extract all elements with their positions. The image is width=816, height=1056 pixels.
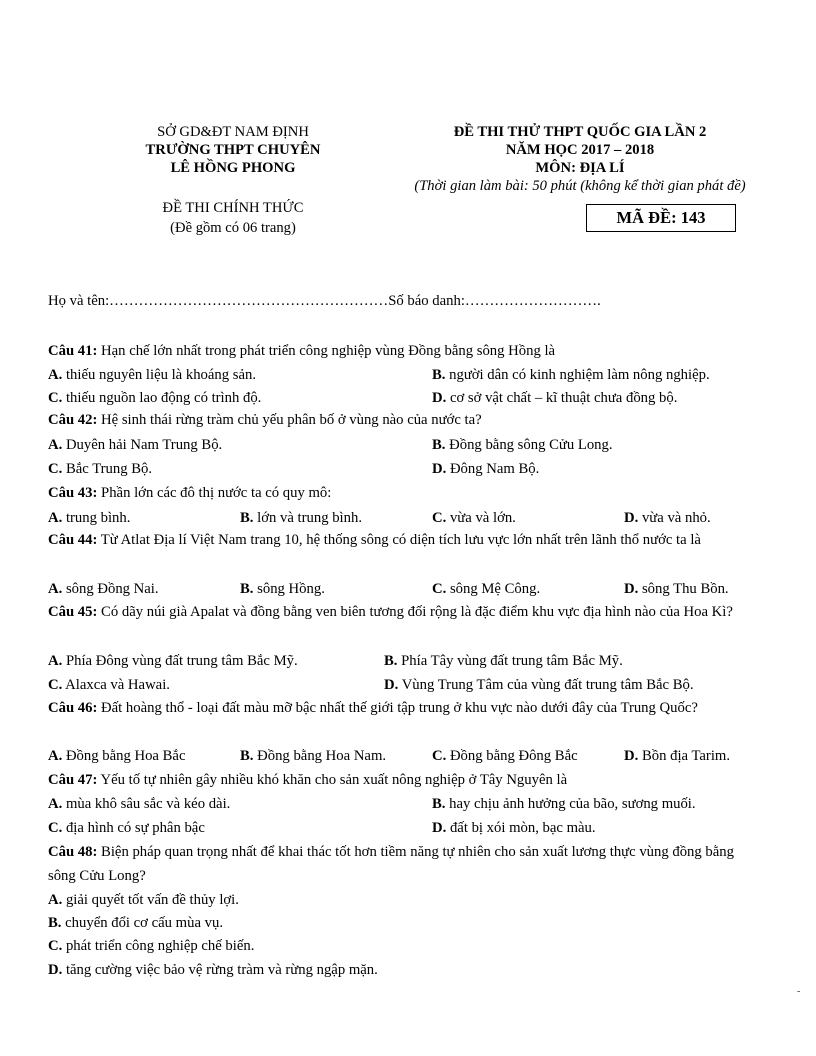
q48-option-b: B. chuyển đổi cơ cấu mùa vụ. (48, 915, 223, 931)
question-label: Câu 43: (48, 485, 98, 501)
q42-option-d: D. Đông Nam Bộ. (432, 461, 540, 477)
q44-option-d: D. sông Thu Bồn. (624, 581, 729, 597)
q46-option-a: A. Đồng bằng Hoa Bắc (48, 748, 186, 764)
official-exam-label: ĐỀ THI CHÍNH THỨC (162, 200, 304, 216)
q42-option-b: B. Đồng bằng sông Cửu Long. (432, 437, 613, 453)
school-name-line1: TRƯỜNG THPT CHUYÊN (145, 142, 321, 158)
question-43 (48, 481, 748, 505)
exam-code-box: MÃ ĐỀ: 143 (586, 204, 736, 232)
time-limit: (Thời gian làm bài: 50 phút (không kể thời gian phát đề) (414, 178, 746, 194)
q44-option-a: A. sông Đồng Nai. (48, 581, 159, 597)
q41-option-b: B. người dân có kinh nghiệm làm nông nghiệp. (432, 367, 710, 383)
question-label: Câu 48: (48, 844, 98, 860)
question-label: Câu 44: (48, 532, 98, 548)
question-text: Từ Atlat Địa lí Việt Nam trang 10, hệ thống sông có diện tích lưu vực lớn nhất trên lãnh thổ nước ta là (97, 532, 701, 548)
q44-option-c: C. sông Mệ Công. (432, 581, 541, 597)
question-text: Yếu tố tự nhiên gây nhiều khó khăn cho sản xuất nông nghiệp ở Tây Nguyên là (97, 772, 568, 788)
q45-option-c: C. Alaxca và Hawai. (48, 677, 170, 693)
exam-status (88, 198, 378, 238)
q41-option-a: A. thiếu nguyên liệu là khoáng sản. (48, 367, 257, 383)
page-count: (Đề gồm có 06 trang) (170, 220, 296, 236)
q48-option-d: D. tăng cường việc bảo vệ rừng tràm và rừng ngập mặn. (48, 962, 378, 978)
q47-option-c: C. địa hình có sự phân bậc (48, 820, 205, 836)
question-label: Câu 41: (48, 343, 98, 359)
question-label: Câu 47: (48, 772, 98, 788)
q46-option-b: B. Đồng bằng Hoa Nam. (240, 748, 387, 764)
q41-option-c: C. thiếu nguồn lao động có trình độ. (48, 390, 262, 406)
question-text: Hệ sinh thái rừng tràm chủ yếu phân bố ở vùng nào của nước ta? (97, 412, 482, 428)
question-44 (48, 528, 748, 552)
q47-option-d: D. đất bị xói mòn, bạc màu. (432, 820, 596, 836)
q41-option-d: D. cơ sở vật chất – kĩ thuật chưa đồng bộ. (432, 390, 678, 406)
question-text: Đất hoàng thổ - loại đất màu mỡ bậc nhất thế giới tập trung ở khu vực nào dưới đây của Trung Quốc? (97, 700, 698, 716)
question-45 (48, 600, 748, 624)
question-46 (48, 696, 748, 720)
q43-option-c: C. vừa và lớn. (432, 510, 516, 526)
q48-option-a: A. giải quyết tốt vấn đề thủy lợi. (48, 892, 239, 908)
q47-option-b: B. hay chịu ảnh hưởng của bão, sương muối. (432, 796, 696, 812)
student-name-field: Họ và tên:…………………………………………………Số báo danh:………………………. (48, 293, 601, 309)
q45-option-a: A. Phía Đông vùng đất trung tâm Bắc Mỹ. (48, 653, 298, 669)
question-47 (48, 768, 748, 792)
question-42 (48, 408, 748, 432)
question-text: Có dãy núi già Apalat và đồng bằng ven biên tương đối rộng là đặc điểm khu vực địa hình nào của Hoa Kì? (97, 604, 733, 620)
student-info-line (48, 292, 601, 310)
q44-option-b: B. sông Hồng. (240, 581, 325, 597)
school-name-line2: LÊ HỒNG PHONG (170, 160, 296, 176)
subject: MÔN: ĐỊA LÍ (535, 160, 625, 176)
q43-option-d: D. vừa và nhỏ. (624, 510, 711, 526)
q48-option-c: C. phát triển công nghiệp chế biến. (48, 938, 255, 954)
q46-option-c: C. Đồng bằng Đông Bắc (432, 748, 578, 764)
q42-option-c: C. Bắc Trung Bộ. (48, 461, 153, 477)
question-label: Câu 45: (48, 604, 98, 620)
question-label: Câu 42: (48, 412, 98, 428)
question-48 (48, 840, 748, 888)
q43-option-a: A. trung bình. (48, 510, 131, 526)
question-41 (48, 339, 748, 363)
department-name: SỞ GD&ĐT NAM ĐỊNH (157, 124, 309, 140)
question-label: Câu 46: (48, 700, 98, 716)
q47-option-a: A. mùa khô sâu sắc và kéo dài. (48, 796, 231, 812)
q46-option-d: D. Bồn địa Tarim. (624, 748, 730, 764)
question-text: Hạn chế lớn nhất trong phát triển công nghiệp vùng Đồng bằng sông Hồng là (97, 343, 556, 359)
question-text: Phần lớn các đô thị nước ta có quy mô: (97, 485, 332, 501)
q43-option-b: B. lớn và trung bình. (240, 510, 362, 526)
header-right (400, 123, 760, 195)
page-edge-mark: - (797, 986, 801, 997)
q42-option-a: A. Duyên hải Nam Trung Bộ. (48, 437, 223, 453)
question-text: Biện pháp quan trọng nhất để khai thác tốt hơn tiềm năng tự nhiên cho sản xuất lương thực vùng đồng bằng sông Cửu Long? (48, 844, 734, 884)
exam-title: ĐỀ THI THỬ THPT QUỐC GIA LẦN 2 (453, 124, 707, 140)
school-year: NĂM HỌC 2017 – 2018 (505, 142, 655, 158)
q45-option-b: B. Phía Tây vùng đất trung tâm Bắc Mỹ. (384, 653, 623, 669)
q45-option-d: D. Vùng Trung Tâm của vùng đất trung tâm Bắc Bộ. (384, 677, 694, 693)
header-left (88, 123, 378, 177)
